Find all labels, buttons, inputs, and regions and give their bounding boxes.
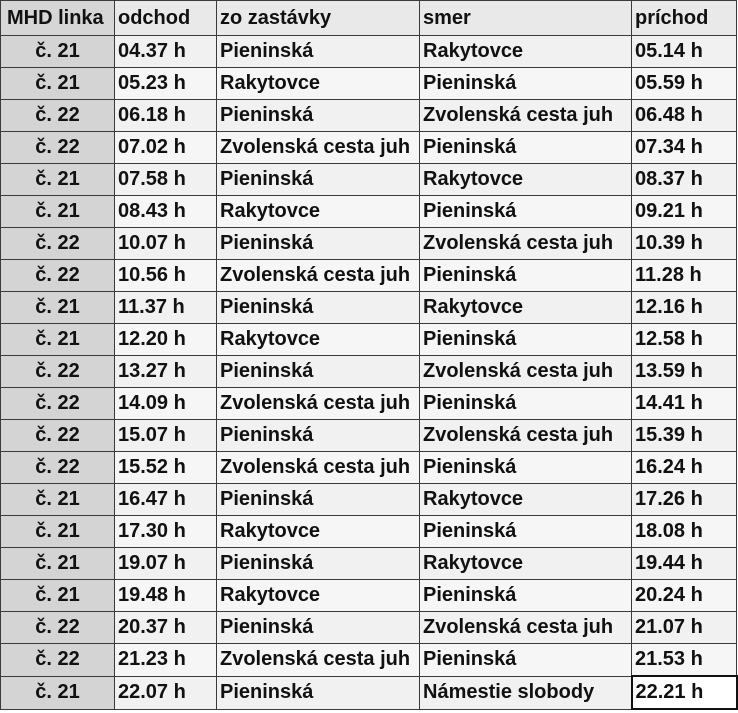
cell-departure: 08.43 h	[115, 196, 217, 228]
table-row	[1, 420, 737, 452]
cell-from-stop: Rakytovce	[217, 68, 420, 100]
table-row	[1, 452, 737, 484]
cell-direction: Pieninská	[420, 644, 632, 677]
cell-arrival: 10.39 h	[632, 228, 737, 260]
cell-direction: Zvolenská cesta juh	[420, 100, 632, 132]
cell-arrival: 21.07 h	[632, 612, 737, 644]
cell-departure: 07.58 h	[115, 164, 217, 196]
table-row	[1, 324, 737, 356]
table-row	[1, 580, 737, 612]
cell-direction: Pieninská	[420, 388, 632, 420]
header-row	[1, 1, 737, 36]
cell-from-stop: Zvolenská cesta juh	[217, 260, 420, 292]
table-row	[1, 228, 737, 260]
cell-departure: 11.37 h	[115, 292, 217, 324]
cell-line: č. 21	[1, 548, 115, 580]
cell-departure: 12.20 h	[115, 324, 217, 356]
cell-line: č. 22	[1, 420, 115, 452]
cell-arrival: 20.24 h	[632, 580, 737, 612]
cell-from-stop: Rakytovce	[217, 196, 420, 228]
cell-arrival: 14.41 h	[632, 388, 737, 420]
header-direction: smer	[420, 1, 632, 36]
cell-direction: Pieninská	[420, 452, 632, 484]
table-row	[1, 356, 737, 388]
cell-from-stop: Zvolenská cesta juh	[217, 452, 420, 484]
table-row	[1, 388, 737, 420]
cell-arrival: 07.34 h	[632, 132, 737, 164]
cell-from-stop: Pieninská	[217, 36, 420, 68]
cell-departure: 15.07 h	[115, 420, 217, 452]
cell-from-stop: Rakytovce	[217, 516, 420, 548]
cell-direction: Pieninská	[420, 132, 632, 164]
cell-departure: 06.18 h	[115, 100, 217, 132]
cell-direction: Rakytovce	[420, 484, 632, 516]
table-row	[1, 644, 737, 677]
cell-direction: Rakytovce	[420, 292, 632, 324]
cell-line: č. 21	[1, 516, 115, 548]
cell-from-stop: Rakytovce	[217, 324, 420, 356]
cell-arrival: 22.21 h	[632, 676, 737, 709]
cell-line: č. 21	[1, 196, 115, 228]
cell-direction: Zvolenská cesta juh	[420, 420, 632, 452]
table-row	[1, 100, 737, 132]
header-arrival: príchod	[632, 1, 737, 36]
table-row	[1, 676, 737, 709]
cell-from-stop: Pieninská	[217, 484, 420, 516]
table-row	[1, 484, 737, 516]
cell-direction: Pieninská	[420, 196, 632, 228]
cell-arrival: 15.39 h	[632, 420, 737, 452]
cell-line: č. 21	[1, 36, 115, 68]
cell-direction: Rakytovce	[420, 548, 632, 580]
cell-line: č. 22	[1, 452, 115, 484]
cell-departure: 04.37 h	[115, 36, 217, 68]
cell-direction: Zvolenská cesta juh	[420, 228, 632, 260]
cell-direction: Rakytovce	[420, 164, 632, 196]
cell-direction: Pieninská	[420, 580, 632, 612]
cell-arrival: 06.48 h	[632, 100, 737, 132]
cell-arrival: 11.28 h	[632, 260, 737, 292]
table-body	[1, 36, 737, 710]
cell-direction: Pieninská	[420, 324, 632, 356]
cell-departure: 19.07 h	[115, 548, 217, 580]
cell-arrival: 09.21 h	[632, 196, 737, 228]
cell-line: č. 22	[1, 260, 115, 292]
table-row	[1, 196, 737, 228]
cell-departure: 14.09 h	[115, 388, 217, 420]
cell-departure: 16.47 h	[115, 484, 217, 516]
cell-arrival: 08.37 h	[632, 164, 737, 196]
cell-arrival: 13.59 h	[632, 356, 737, 388]
header-departure: odchod	[115, 1, 217, 36]
cell-departure: 19.48 h	[115, 580, 217, 612]
table-row	[1, 68, 737, 100]
cell-departure: 07.02 h	[115, 132, 217, 164]
cell-departure: 20.37 h	[115, 612, 217, 644]
cell-from-stop: Rakytovce	[217, 580, 420, 612]
cell-arrival: 19.44 h	[632, 548, 737, 580]
cell-line: č. 21	[1, 164, 115, 196]
cell-direction: Zvolenská cesta juh	[420, 356, 632, 388]
cell-departure: 17.30 h	[115, 516, 217, 548]
cell-direction: Pieninská	[420, 516, 632, 548]
cell-arrival: 05.59 h	[632, 68, 737, 100]
table-row	[1, 548, 737, 580]
cell-from-stop: Pieninská	[217, 420, 420, 452]
cell-departure: 10.07 h	[115, 228, 217, 260]
table-row	[1, 36, 737, 68]
header-line: MHD linka	[1, 1, 115, 36]
cell-from-stop: Pieninská	[217, 100, 420, 132]
cell-arrival: 12.58 h	[632, 324, 737, 356]
table-row	[1, 164, 737, 196]
cell-line: č. 22	[1, 100, 115, 132]
cell-from-stop: Pieninská	[217, 548, 420, 580]
cell-line: č. 22	[1, 612, 115, 644]
table-row	[1, 516, 737, 548]
cell-departure: 21.23 h	[115, 644, 217, 677]
cell-direction: Zvolenská cesta juh	[420, 612, 632, 644]
cell-from-stop: Pieninská	[217, 612, 420, 644]
table-header	[1, 1, 737, 36]
cell-from-stop: Pieninská	[217, 356, 420, 388]
cell-arrival: 16.24 h	[632, 452, 737, 484]
cell-from-stop: Pieninská	[217, 228, 420, 260]
cell-from-stop: Pieninská	[217, 292, 420, 324]
cell-direction: Pieninská	[420, 68, 632, 100]
cell-arrival: 12.16 h	[632, 292, 737, 324]
table-row	[1, 132, 737, 164]
cell-line: č. 22	[1, 228, 115, 260]
cell-departure: 15.52 h	[115, 452, 217, 484]
cell-direction: Námestie slobody	[420, 676, 632, 709]
cell-line: č. 21	[1, 580, 115, 612]
cell-line: č. 22	[1, 132, 115, 164]
cell-direction: Pieninská	[420, 260, 632, 292]
cell-line: č. 22	[1, 388, 115, 420]
cell-line: č. 22	[1, 644, 115, 677]
cell-from-stop: Zvolenská cesta juh	[217, 644, 420, 677]
cell-arrival: 05.14 h	[632, 36, 737, 68]
cell-from-stop: Pieninská	[217, 164, 420, 196]
cell-line: č. 21	[1, 292, 115, 324]
cell-departure: 10.56 h	[115, 260, 217, 292]
cell-line: č. 21	[1, 676, 115, 709]
cell-line: č. 21	[1, 68, 115, 100]
cell-departure: 13.27 h	[115, 356, 217, 388]
header-from-stop: zo zastávky	[217, 1, 420, 36]
cell-from-stop: Zvolenská cesta juh	[217, 388, 420, 420]
cell-arrival: 17.26 h	[632, 484, 737, 516]
cell-direction: Rakytovce	[420, 36, 632, 68]
table-row	[1, 292, 737, 324]
cell-line: č. 21	[1, 324, 115, 356]
cell-from-stop: Pieninská	[217, 676, 420, 709]
cell-from-stop: Zvolenská cesta juh	[217, 132, 420, 164]
cell-line: č. 22	[1, 356, 115, 388]
table-row	[1, 260, 737, 292]
cell-line: č. 21	[1, 484, 115, 516]
cell-arrival: 21.53 h	[632, 644, 737, 677]
cell-departure: 05.23 h	[115, 68, 217, 100]
table-row	[1, 612, 737, 644]
cell-arrival: 18.08 h	[632, 516, 737, 548]
cell-departure: 22.07 h	[115, 676, 217, 709]
